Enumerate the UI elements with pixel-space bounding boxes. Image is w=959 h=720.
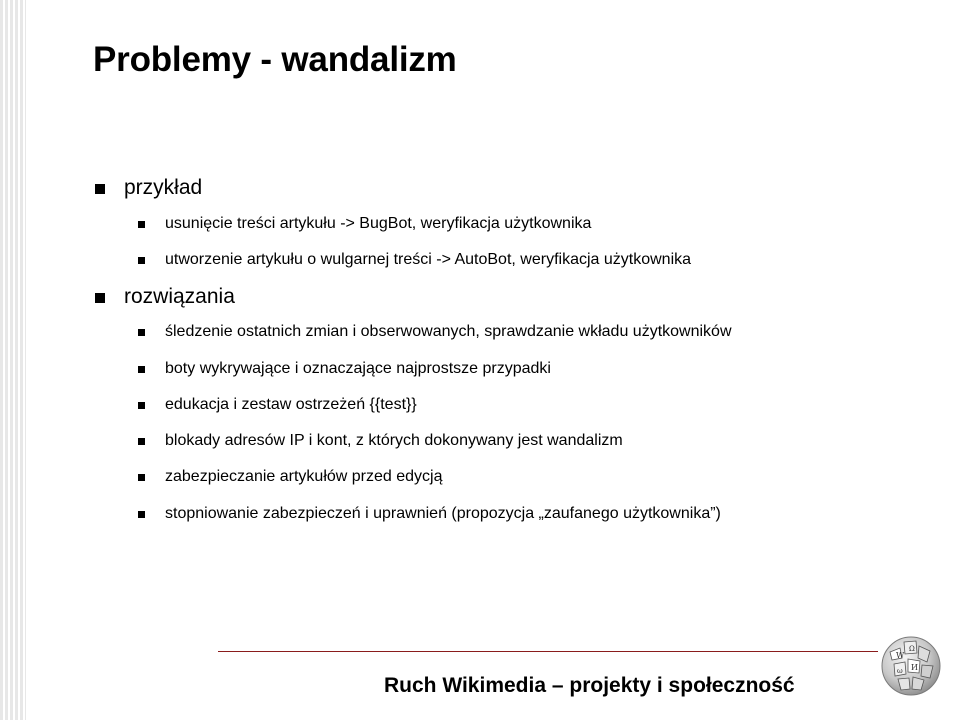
list-item-text: utworzenie artykułu o wulgarnej treści -> AutoBot, weryfikacja użytkownika [165,251,692,268]
square-bullet-icon [138,221,145,228]
list-item-text: śledzenie ostatnich zmian i obserwowanych, sprawdzanie wkładu użytkowników [165,323,732,340]
list-item-text: boty wykrywające i oznaczające najprostsze przypadki [165,360,551,377]
svg-text:W: W [896,651,905,660]
svg-text:Ω: Ω [909,645,915,653]
list-item-text: edukacja i zestaw ostrzeżeń {{test}} [165,396,417,413]
section-heading: rozwiązania [124,285,235,308]
square-bullet-icon [138,474,145,481]
square-bullet-icon [138,402,145,409]
square-bullet-icon [95,184,105,194]
square-bullet-icon [138,329,145,336]
section-heading: przykład [124,176,203,199]
square-bullet-icon [95,293,105,303]
footer-divider [218,651,878,652]
list-item-text: usunięcie treści artykułu -> BugBot, weryfikacja użytkownika [165,215,592,232]
page-title: Problemy - wandalizm [93,40,457,79]
list-item-text: zabezpieczanie artykułów przed edycją [165,468,443,485]
wikipedia-globe-icon [876,632,946,708]
svg-text:ω: ω [897,667,903,675]
svg-text:И: И [911,663,918,672]
square-bullet-icon [138,366,145,373]
square-bullet-icon [138,438,145,445]
list-item-text: blokady adresów IP i kont, z których dokonywany jest wandalizm [165,432,623,449]
list-item-text: stopniowanie zabezpieczeń i uprawnień (propozycja „zaufanego użytkownika”) [165,505,721,522]
square-bullet-icon [138,511,145,518]
square-bullet-icon [138,257,145,264]
footer-title: Ruch Wikimedia – projekty i społeczność [384,674,795,697]
